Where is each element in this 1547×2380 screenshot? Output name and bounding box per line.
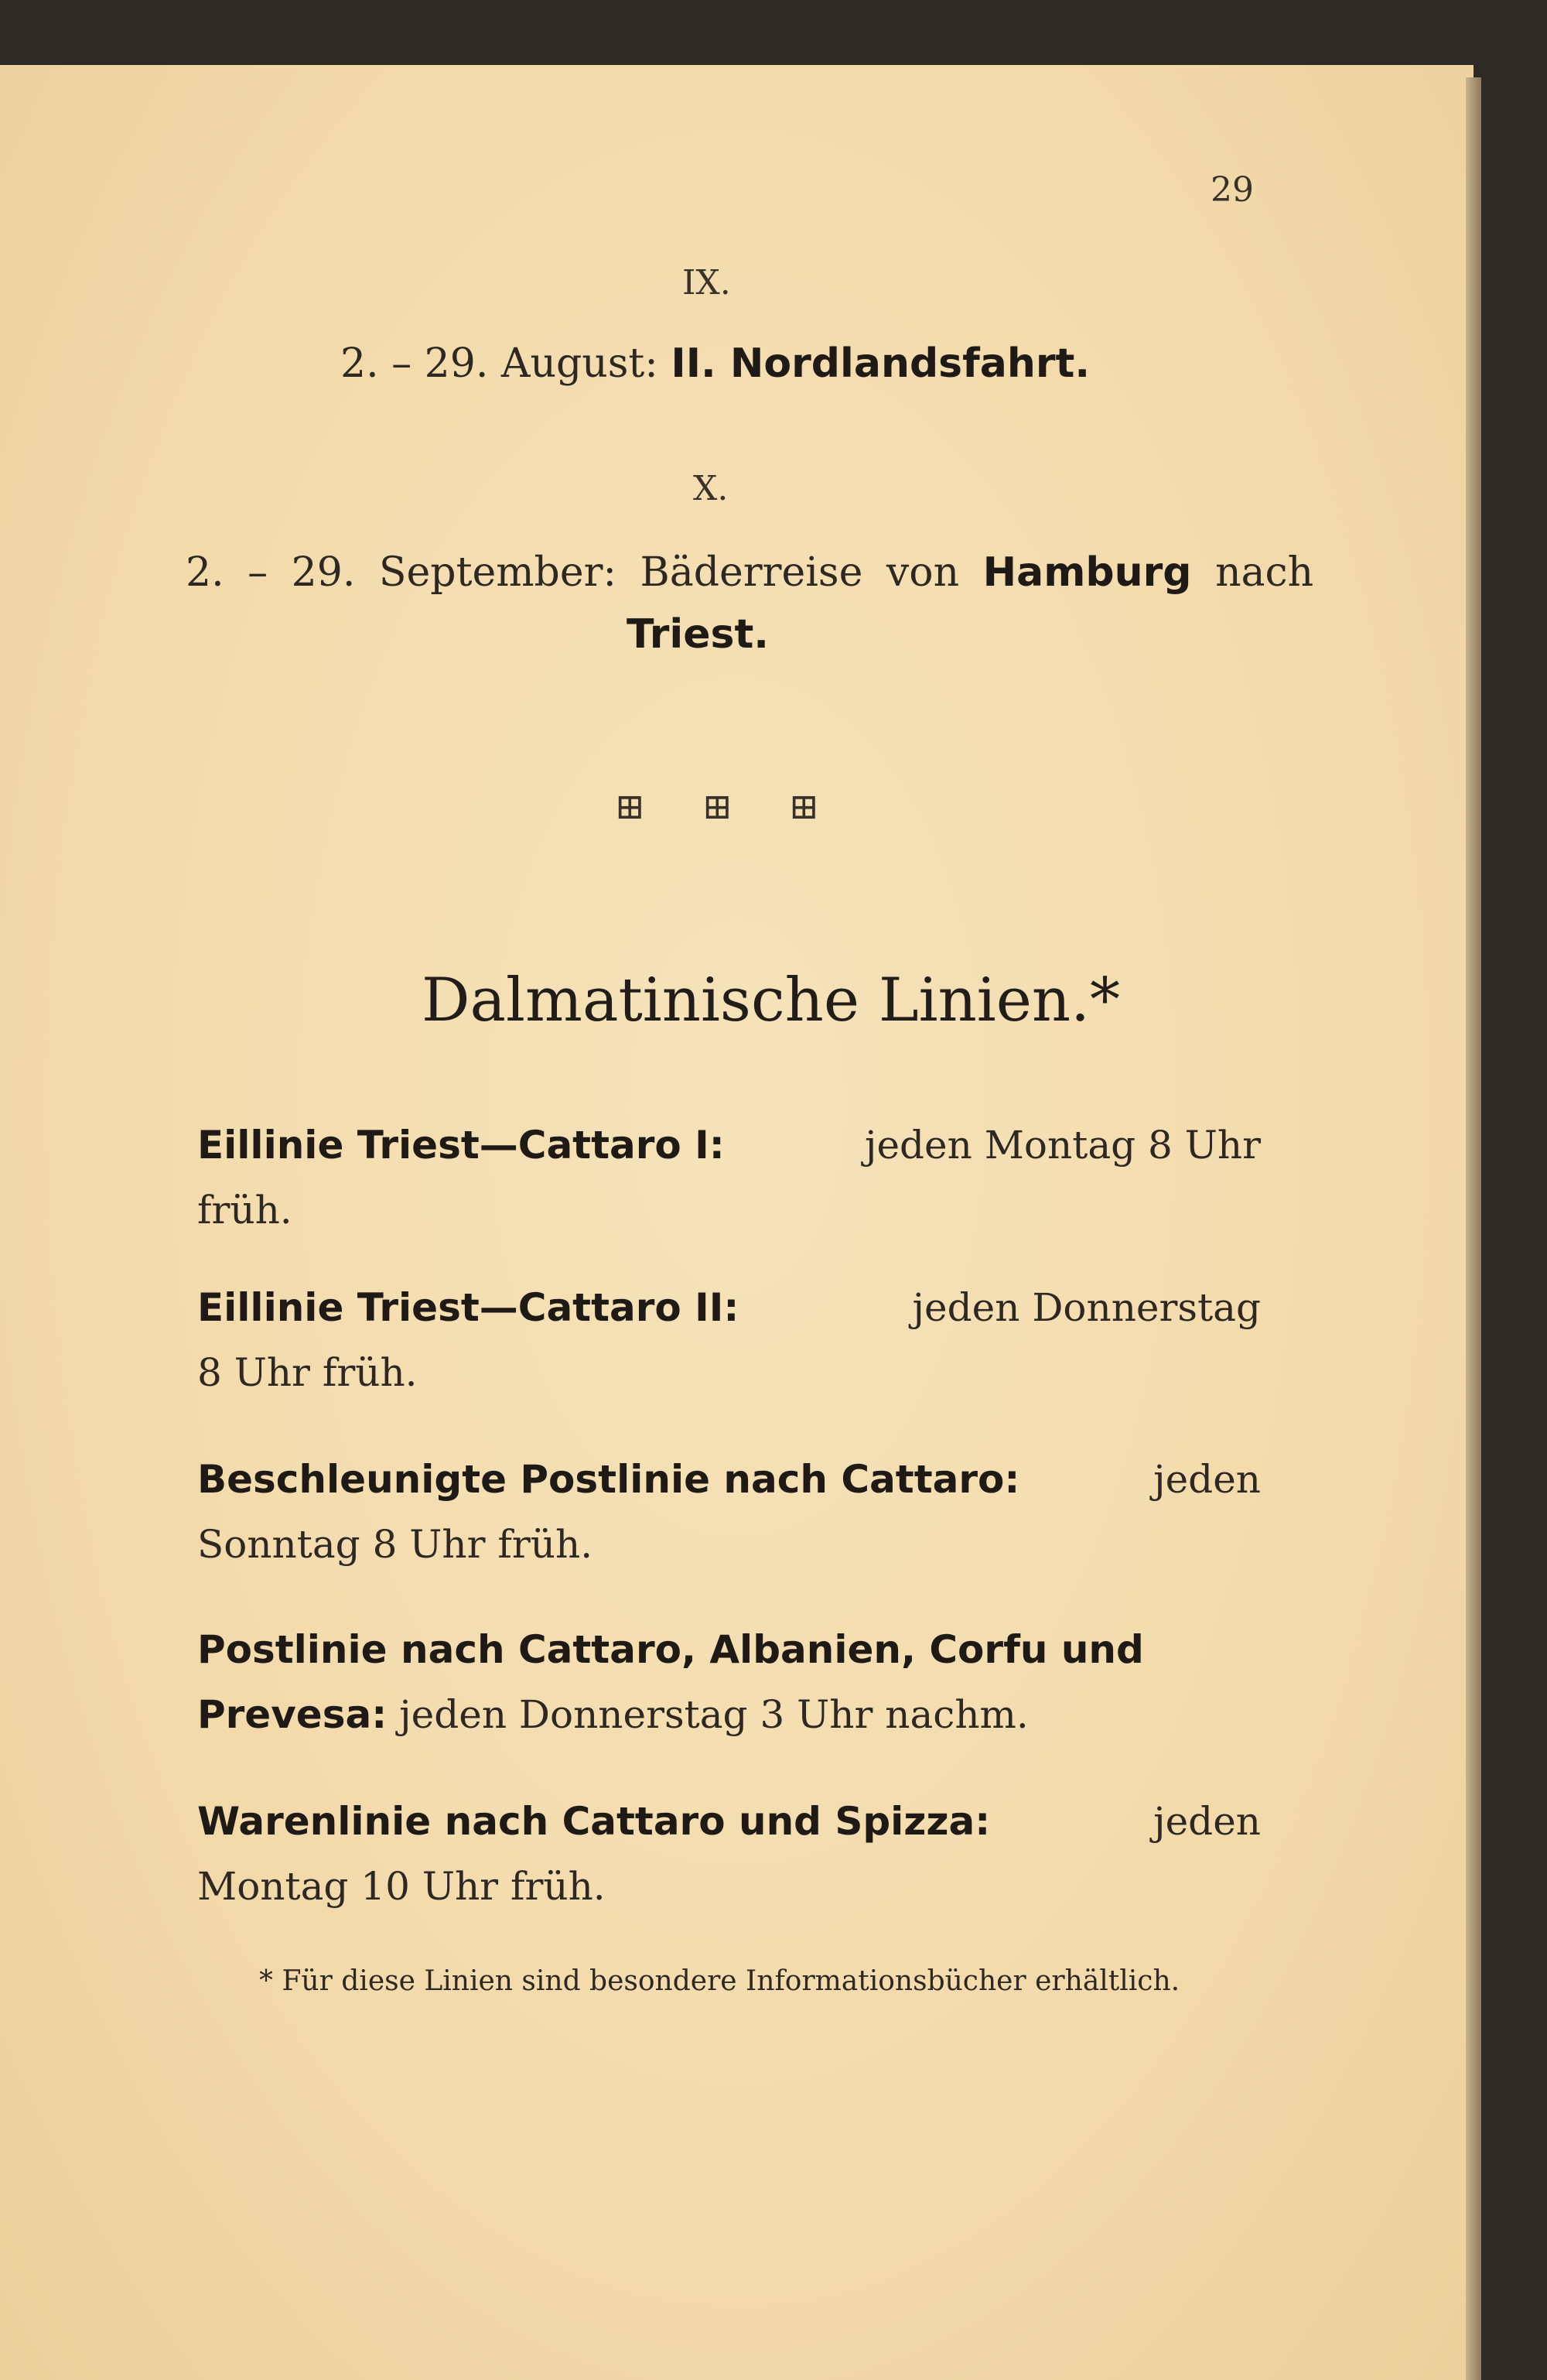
footnote: * Für diese Linien sind besondere Informationsbücher erhältlich. — [259, 1965, 1180, 1997]
entry-3-name: Beschleunigte Postlinie nach Cattaro: — [197, 1457, 1020, 1502]
page-number: 29 — [1211, 170, 1254, 210]
entry-4 — [197, 1617, 1261, 1747]
ornament-icon: ⊞ — [615, 785, 645, 827]
entry-1-rest-line2: früh. — [197, 1188, 292, 1233]
section-ix-numeral: IX. — [682, 263, 731, 303]
section-ix-date: 2. – 29. August: — [340, 340, 658, 387]
ornament-icon: ⊞ — [789, 785, 819, 827]
entry-5-rest-line2: Montag 10 Uhr früh. — [197, 1864, 606, 1909]
entry-2-name: Eillinie Triest—Cattaro II: — [197, 1285, 739, 1330]
section-x-date: 2. – 29. September: — [186, 549, 616, 596]
section-x-line — [186, 549, 1313, 596]
entry-2-rest-line1: jeden Donnerstag — [912, 1285, 1261, 1330]
entry-3-rest-line1: jeden — [1153, 1457, 1261, 1502]
entry-3-rest-line2: Sonntag 8 Uhr früh. — [197, 1522, 593, 1567]
entry-1-name: Eillinie Triest—Cattaro I: — [197, 1123, 725, 1168]
entry-1-rest-line1: jeden Montag 8 Uhr — [864, 1123, 1261, 1168]
entry-2 — [197, 1275, 1261, 1405]
section-ix-title: II. Nordlandsfahrt. — [671, 340, 1091, 387]
entry-4-rest-line2: jeden Donnerstag 3 Uhr nachm. — [399, 1692, 1029, 1737]
section-x-city-a: Hamburg — [982, 549, 1192, 596]
entry-1 — [197, 1113, 1261, 1243]
entry-5 — [197, 1789, 1261, 1919]
section-x-numeral: X. — [693, 469, 729, 508]
section-x-city-b: Triest. — [627, 611, 770, 658]
entry-5-name: Warenlinie nach Cattaro und Spizza: — [197, 1799, 991, 1844]
section-heading: Dalmatinische Linien.* — [422, 966, 1120, 1035]
entry-4-name-line1: Postlinie nach Cattaro, Albanien, Corfu und — [197, 1627, 1144, 1672]
section-ix-line — [340, 340, 1090, 387]
section-x-text-a: Bäderreise von — [640, 549, 960, 596]
section-x-text-b: nach — [1215, 549, 1314, 596]
entry-2-rest-line2: 8 Uhr früh. — [197, 1350, 418, 1395]
entry-4-name-line2: Prevesa: — [197, 1692, 388, 1737]
entry-3 — [197, 1447, 1261, 1577]
ornament-icon: ⊞ — [702, 785, 733, 827]
page-right-edge — [1466, 77, 1481, 2380]
entry-5-rest-line1: jeden — [1153, 1799, 1261, 1844]
